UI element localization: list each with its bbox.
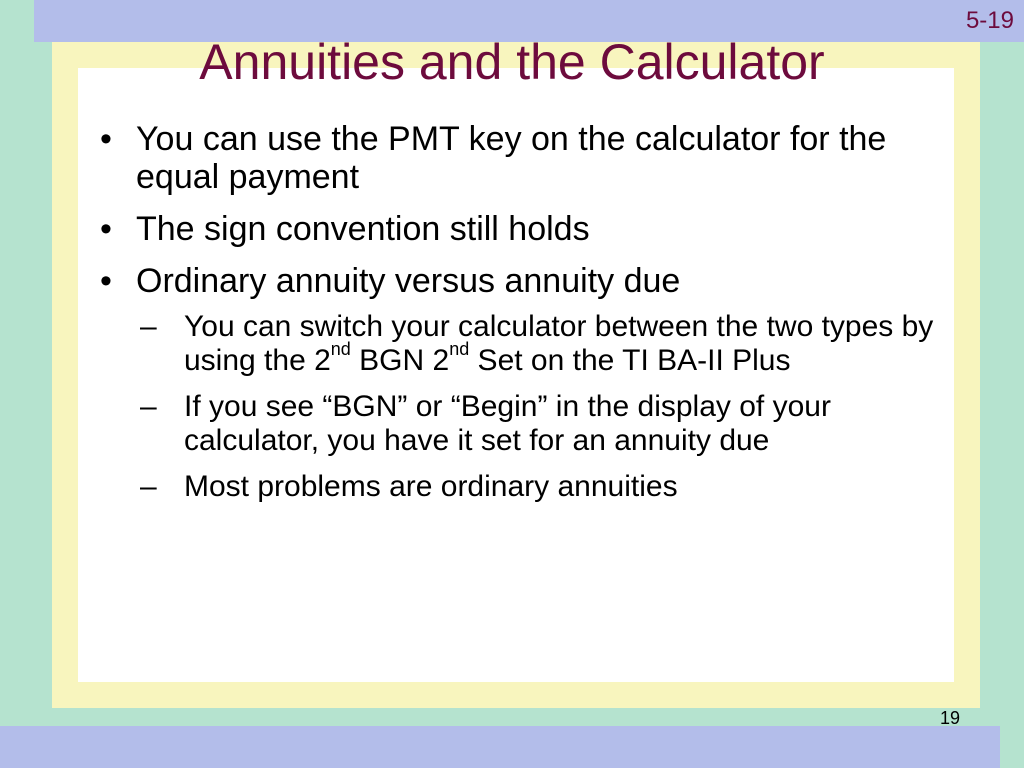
bullet-list <box>96 120 956 504</box>
sub-bullet-switch <box>140 310 956 378</box>
bullet-item-pmt <box>96 120 956 196</box>
page-number: 19 <box>940 708 961 728</box>
dash-icon: – <box>140 470 157 503</box>
dash-icon: – <box>140 310 157 343</box>
text-part: Set on the TI BA-II Plus <box>469 344 791 377</box>
slide-code: 5-19 <box>965 7 1014 34</box>
sub-bullet-text <box>184 310 933 377</box>
bullet-text: Ordinary annuity versus annuity due <box>136 262 681 300</box>
bullet-icon: • <box>100 120 112 158</box>
sub-bullet-text: Most problems are ordinary annuities <box>184 470 678 503</box>
text-part: BGN 2 <box>350 344 450 377</box>
text-part: You can switch your calculator between the two types by using the 2 <box>184 310 934 377</box>
bullet-text: The sign convention still holds <box>136 210 590 248</box>
superscript: nd <box>449 339 470 359</box>
slide-title: Annuities and the Calculator <box>199 34 825 90</box>
sub-bullet-text: If you see “BGN” or “Begin” in the display of your calculator, you have it set for an annuity due <box>184 390 831 457</box>
bottom-blue-band <box>0 726 1000 768</box>
superscript: nd <box>330 339 351 359</box>
dash-icon: – <box>140 390 157 423</box>
bullet-item-sign <box>96 210 956 248</box>
sub-bullet-most <box>140 470 956 504</box>
bullet-icon: • <box>100 210 112 248</box>
bullet-item-ordinary <box>96 262 956 504</box>
sub-bullet-display <box>140 390 956 458</box>
sub-bullet-list <box>136 310 956 504</box>
bullet-icon: • <box>100 262 112 300</box>
slide-content <box>96 120 956 518</box>
bullet-text: You can use the PMT key on the calculator for the equal payment <box>136 120 887 196</box>
left-green-strip <box>0 0 34 726</box>
